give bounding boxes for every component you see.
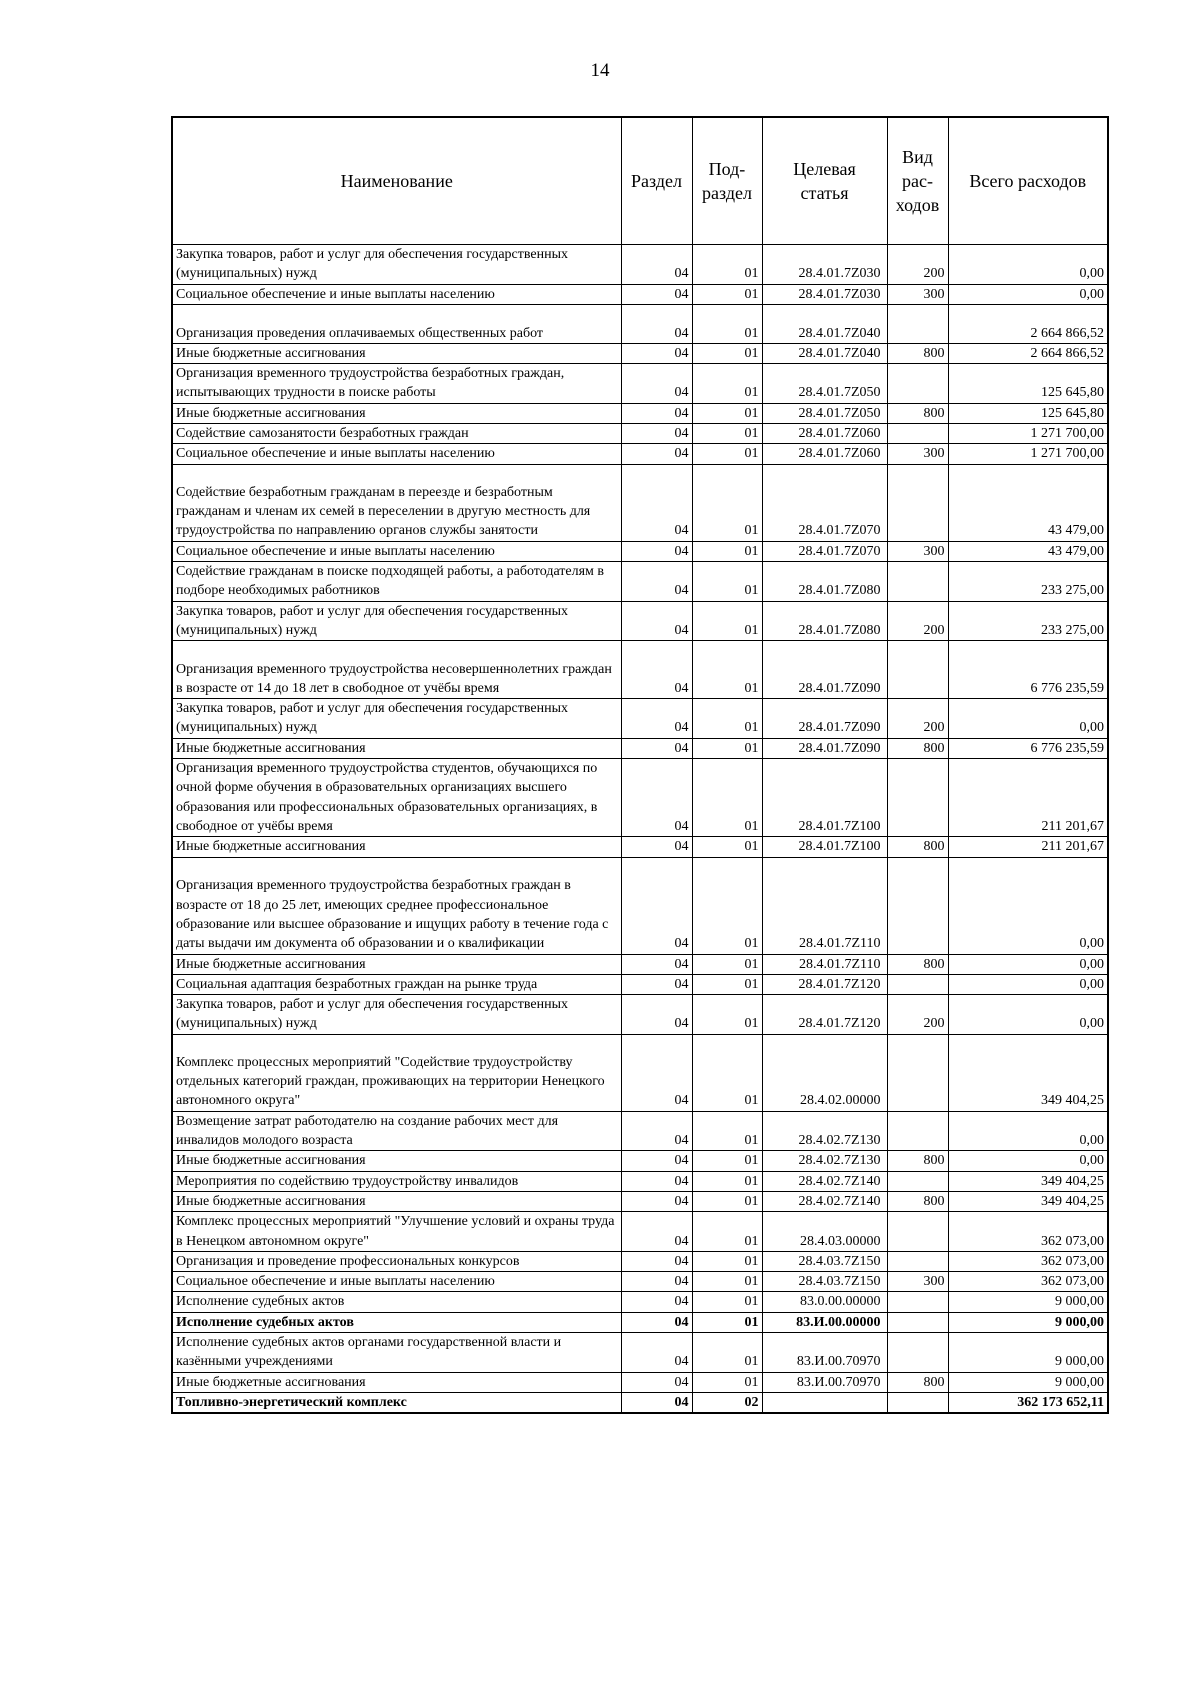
cell-expense-type: 800 (887, 837, 948, 857)
cell-subsection: 01 (692, 561, 762, 601)
table-row (172, 541, 1108, 561)
cell-total: 0,00 (948, 1151, 1108, 1171)
cell-expense-type: 800 (887, 954, 948, 974)
header-total-expenses: Всего расходов (948, 117, 1108, 245)
table-row (172, 699, 1108, 739)
cell-target-article: 28.4.01.7Z100 (762, 759, 887, 837)
cell-total: 125 645,80 (948, 364, 1108, 404)
header-name: Наименование (172, 117, 621, 245)
table-row (172, 641, 1108, 699)
cell-subsection: 01 (692, 541, 762, 561)
table-row (172, 1272, 1108, 1292)
cell-name: Организация временного трудоустройства несовершеннолетних граждан в возрасте от 14 до 18 лет в свободное от учёбы время (172, 641, 621, 699)
cell-target-article: 83.И.00.70970 (762, 1372, 887, 1392)
cell-name: Иные бюджетные ассигнования (172, 1191, 621, 1211)
cell-expense-type (887, 759, 948, 837)
table-row (172, 284, 1108, 304)
cell-name: Содействие самозанятости безработных граждан (172, 424, 621, 444)
cell-name: Комплекс процессных мероприятий "Содействие трудоустройству отдельных категорий граждан, проживающих на территории Ненецкого автономного округа" (172, 1034, 621, 1111)
cell-section: 04 (621, 974, 692, 994)
cell-name: Организация проведения оплачиваемых общественных работ (172, 304, 621, 343)
cell-target-article: 83.0.00.00000 (762, 1292, 887, 1312)
cell-total: 6 776 235,59 (948, 738, 1108, 758)
cell-expense-type: 800 (887, 343, 948, 363)
page-number: 14 (590, 60, 610, 81)
cell-target-article: 28.4.02.7Z140 (762, 1191, 887, 1211)
cell-subsection: 01 (692, 699, 762, 739)
table-row (172, 1212, 1108, 1252)
cell-expense-type: 800 (887, 738, 948, 758)
cell-section: 04 (621, 857, 692, 954)
cell-total: 233 275,00 (948, 561, 1108, 601)
table-row (172, 1392, 1108, 1413)
cell-name: Социальное обеспечение и иные выплаты населению (172, 444, 621, 464)
cell-total: 0,00 (948, 954, 1108, 974)
cell-expense-type (887, 464, 948, 541)
cell-target-article: 28.4.01.7Z060 (762, 444, 887, 464)
cell-target-article: 28.4.02.7Z140 (762, 1171, 887, 1191)
cell-target-article: 28.4.01.7Z080 (762, 561, 887, 601)
cell-section: 04 (621, 837, 692, 857)
cell-section: 04 (621, 1151, 692, 1171)
cell-section: 04 (621, 699, 692, 739)
table-row (172, 1292, 1108, 1312)
cell-subsection: 01 (692, 759, 762, 837)
cell-subsection: 01 (692, 444, 762, 464)
cell-section: 04 (621, 541, 692, 561)
cell-section: 04 (621, 1312, 692, 1332)
cell-name: Иные бюджетные ассигнования (172, 403, 621, 423)
cell-subsection: 01 (692, 1332, 762, 1372)
cell-target-article: 83.И.00.70970 (762, 1332, 887, 1372)
table-row (172, 1312, 1108, 1332)
cell-target-article: 28.4.01.7Z100 (762, 837, 887, 857)
cell-total: 9 000,00 (948, 1292, 1108, 1312)
header-section: Раздел (621, 117, 692, 245)
cell-target-article: 28.4.01.7Z050 (762, 364, 887, 404)
cell-section: 04 (621, 1372, 692, 1392)
cell-name: Организация и проведение профессиональных конкурсов (172, 1251, 621, 1271)
cell-subsection: 01 (692, 1171, 762, 1191)
cell-expense-type (887, 1392, 948, 1413)
cell-subsection: 01 (692, 954, 762, 974)
table-row (172, 304, 1108, 343)
cell-name: Исполнение судебных актов (172, 1312, 621, 1332)
cell-total: 43 479,00 (948, 541, 1108, 561)
cell-subsection: 02 (692, 1392, 762, 1413)
cell-subsection: 01 (692, 1312, 762, 1332)
header-expense-type: Вид рас- ходов (887, 117, 948, 245)
cell-name: Исполнение судебных актов (172, 1292, 621, 1312)
cell-expense-type: 800 (887, 1372, 948, 1392)
cell-total: 0,00 (948, 699, 1108, 739)
cell-expense-type (887, 424, 948, 444)
cell-section: 04 (621, 444, 692, 464)
cell-target-article: 28.4.01.7Z090 (762, 699, 887, 739)
cell-section: 04 (621, 1251, 692, 1271)
table-row (172, 1332, 1108, 1372)
cell-subsection: 01 (692, 1191, 762, 1211)
cell-subsection: 01 (692, 464, 762, 541)
cell-section: 04 (621, 561, 692, 601)
table-row (172, 245, 1108, 285)
cell-expense-type: 300 (887, 444, 948, 464)
table-row (172, 561, 1108, 601)
cell-expense-type: 300 (887, 541, 948, 561)
cell-name: Иные бюджетные ассигнования (172, 1372, 621, 1392)
cell-subsection: 01 (692, 601, 762, 641)
table-row (172, 1251, 1108, 1271)
budget-table (171, 116, 1109, 1414)
cell-name: Иные бюджетные ассигнования (172, 1151, 621, 1171)
cell-total: 2 664 866,52 (948, 304, 1108, 343)
cell-expense-type: 200 (887, 995, 948, 1035)
cell-expense-type: 200 (887, 245, 948, 285)
cell-total: 9 000,00 (948, 1312, 1108, 1332)
cell-name: Комплекс процессных мероприятий "Улучшение условий и охраны труда в Ненецком автономном округе" (172, 1212, 621, 1252)
cell-target-article: 28.4.03.00000 (762, 1212, 887, 1252)
cell-total: 0,00 (948, 974, 1108, 994)
cell-target-article: 28.4.01.7Z080 (762, 601, 887, 641)
cell-total: 362 173 652,11 (948, 1392, 1108, 1413)
cell-section: 04 (621, 245, 692, 285)
cell-subsection: 01 (692, 974, 762, 994)
cell-subsection: 01 (692, 857, 762, 954)
cell-section: 04 (621, 304, 692, 343)
cell-name: Закупка товаров, работ и услуг для обеспечения государственных (муниципальных) нужд (172, 245, 621, 285)
cell-target-article: 28.4.01.7Z120 (762, 974, 887, 994)
cell-section: 04 (621, 343, 692, 363)
cell-expense-type (887, 1251, 948, 1271)
table-row (172, 738, 1108, 758)
cell-section: 04 (621, 1191, 692, 1211)
cell-section: 04 (621, 1392, 692, 1413)
cell-subsection: 01 (692, 304, 762, 343)
cell-target-article: 28.4.01.7Z040 (762, 343, 887, 363)
cell-name: Содействие гражданам в поиске подходящей работы, а работодателям в подборе необходимых работников (172, 561, 621, 601)
cell-section: 04 (621, 1212, 692, 1252)
cell-expense-type (887, 1212, 948, 1252)
cell-name: Топливно-энергетический комплекс (172, 1392, 621, 1413)
cell-name: Организация временного трудоустройства безработных граждан, испытывающих трудности в поиске работы (172, 364, 621, 404)
cell-subsection: 01 (692, 1251, 762, 1271)
cell-name: Социальное обеспечение и иные выплаты населению (172, 284, 621, 304)
cell-section: 04 (621, 424, 692, 444)
table-row (172, 954, 1108, 974)
cell-total: 349 404,25 (948, 1034, 1108, 1111)
cell-total: 6 776 235,59 (948, 641, 1108, 699)
cell-name: Содействие безработным гражданам в переезде и безработным гражданам и членам их семей в переселении в другую местность для трудоустройства по направлению органов службы занятости (172, 464, 621, 541)
cell-section: 04 (621, 464, 692, 541)
cell-total: 9 000,00 (948, 1332, 1108, 1372)
cell-target-article (762, 1392, 887, 1413)
cell-subsection: 01 (692, 1034, 762, 1111)
cell-section: 04 (621, 954, 692, 974)
table-row (172, 1151, 1108, 1171)
cell-name: Исполнение судебных актов органами государственной власти и казёнными учреждениями (172, 1332, 621, 1372)
table-row (172, 1191, 1108, 1211)
cell-expense-type: 200 (887, 601, 948, 641)
cell-expense-type (887, 561, 948, 601)
cell-name: Организация временного трудоустройства студентов, обучающихся по очной форме обучения в образовательных организациях высшего образования или профессиональных образовательных организациях, в свободное от учёбы время (172, 759, 621, 837)
cell-target-article: 28.4.01.7Z120 (762, 995, 887, 1035)
cell-target-article: 28.4.01.7Z070 (762, 464, 887, 541)
cell-expense-type (887, 641, 948, 699)
table-row (172, 1171, 1108, 1191)
table-body (172, 245, 1108, 1414)
cell-subsection: 01 (692, 641, 762, 699)
table-row (172, 974, 1108, 994)
cell-expense-type (887, 1292, 948, 1312)
cell-total: 43 479,00 (948, 464, 1108, 541)
cell-total: 9 000,00 (948, 1372, 1108, 1392)
table-row (172, 1034, 1108, 1111)
cell-total: 211 201,67 (948, 759, 1108, 837)
table-row (172, 601, 1108, 641)
cell-section: 04 (621, 995, 692, 1035)
cell-target-article: 28.4.01.7Z090 (762, 738, 887, 758)
table-row (172, 857, 1108, 954)
cell-target-article: 28.4.02.7Z130 (762, 1151, 887, 1171)
cell-expense-type (887, 1171, 948, 1191)
cell-total: 0,00 (948, 1111, 1108, 1151)
cell-subsection: 01 (692, 364, 762, 404)
cell-subsection: 01 (692, 245, 762, 285)
cell-target-article: 28.4.01.7Z110 (762, 857, 887, 954)
cell-subsection: 01 (692, 1151, 762, 1171)
cell-subsection: 01 (692, 738, 762, 758)
cell-subsection: 01 (692, 284, 762, 304)
cell-target-article: 28.4.02.00000 (762, 1034, 887, 1111)
cell-name: Мероприятия по содействию трудоустройству инвалидов (172, 1171, 621, 1191)
cell-expense-type (887, 1312, 948, 1332)
header-target-article: Целевая статья (762, 117, 887, 245)
table-row (172, 1372, 1108, 1392)
cell-subsection: 01 (692, 1111, 762, 1151)
cell-total: 1 271 700,00 (948, 424, 1108, 444)
cell-name: Иные бюджетные ассигнования (172, 954, 621, 974)
table-row (172, 403, 1108, 423)
cell-section: 04 (621, 738, 692, 758)
cell-expense-type (887, 1111, 948, 1151)
cell-expense-type: 800 (887, 1151, 948, 1171)
cell-name: Социальное обеспечение и иные выплаты населению (172, 1272, 621, 1292)
cell-target-article: 28.4.01.7Z070 (762, 541, 887, 561)
cell-total: 125 645,80 (948, 403, 1108, 423)
cell-total: 1 271 700,00 (948, 444, 1108, 464)
cell-section: 04 (621, 364, 692, 404)
cell-name: Социальная адаптация безработных граждан на рынке труда (172, 974, 621, 994)
cell-name: Закупка товаров, работ и услуг для обеспечения государственных (муниципальных) нужд (172, 699, 621, 739)
cell-target-article: 28.4.02.7Z130 (762, 1111, 887, 1151)
cell-section: 04 (621, 759, 692, 837)
cell-target-article: 28.4.01.7Z050 (762, 403, 887, 423)
cell-subsection: 01 (692, 1212, 762, 1252)
cell-subsection: 01 (692, 403, 762, 423)
cell-total: 0,00 (948, 284, 1108, 304)
cell-target-article: 28.4.01.7Z040 (762, 304, 887, 343)
cell-subsection: 01 (692, 343, 762, 363)
cell-subsection: 01 (692, 995, 762, 1035)
table-header-row (172, 117, 1108, 245)
cell-expense-type: 300 (887, 1272, 948, 1292)
cell-total: 0,00 (948, 245, 1108, 285)
cell-name: Социальное обеспечение и иные выплаты населению (172, 541, 621, 561)
cell-total: 362 073,00 (948, 1212, 1108, 1252)
cell-subsection: 01 (692, 1292, 762, 1312)
cell-total: 2 664 866,52 (948, 343, 1108, 363)
table-row (172, 343, 1108, 363)
cell-subsection: 01 (692, 424, 762, 444)
cell-section: 04 (621, 1034, 692, 1111)
cell-target-article: 28.4.01.7Z060 (762, 424, 887, 444)
cell-total: 349 404,25 (948, 1171, 1108, 1191)
cell-section: 04 (621, 403, 692, 423)
cell-name: Закупка товаров, работ и услуг для обеспечения государственных (муниципальных) нужд (172, 601, 621, 641)
cell-total: 233 275,00 (948, 601, 1108, 641)
table-row (172, 464, 1108, 541)
cell-total: 349 404,25 (948, 1191, 1108, 1211)
table-row (172, 759, 1108, 837)
cell-target-article: 28.4.01.7Z090 (762, 641, 887, 699)
cell-target-article: 83.И.00.00000 (762, 1312, 887, 1332)
cell-name: Возмещение затрат работодателю на создание рабочих мест для инвалидов молодого возраста (172, 1111, 621, 1151)
cell-section: 04 (621, 1332, 692, 1372)
table-row (172, 1111, 1108, 1151)
cell-total: 362 073,00 (948, 1251, 1108, 1271)
cell-total: 0,00 (948, 857, 1108, 954)
cell-total: 0,00 (948, 995, 1108, 1035)
cell-target-article: 28.4.01.7Z110 (762, 954, 887, 974)
cell-name: Иные бюджетные ассигнования (172, 738, 621, 758)
cell-section: 04 (621, 601, 692, 641)
cell-target-article: 28.4.01.7Z030 (762, 284, 887, 304)
cell-name: Организация временного трудоустройства безработных граждан в возрасте от 18 до 25 лет, имеющих среднее профессиональное образование или высшее образование и ищущих работу в течение года с даты выдачи им документа об образовании и о квалификации (172, 857, 621, 954)
table-row (172, 837, 1108, 857)
cell-target-article: 28.4.03.7Z150 (762, 1272, 887, 1292)
cell-subsection: 01 (692, 1272, 762, 1292)
cell-section: 04 (621, 1272, 692, 1292)
table-row (172, 364, 1108, 404)
cell-section: 04 (621, 641, 692, 699)
cell-section: 04 (621, 1171, 692, 1191)
table-row (172, 444, 1108, 464)
cell-expense-type: 800 (887, 403, 948, 423)
header-subsection: Под- раздел (692, 117, 762, 245)
cell-expense-type: 800 (887, 1191, 948, 1211)
cell-section: 04 (621, 1292, 692, 1312)
cell-subsection: 01 (692, 837, 762, 857)
cell-total: 211 201,67 (948, 837, 1108, 857)
cell-section: 04 (621, 284, 692, 304)
cell-expense-type: 200 (887, 699, 948, 739)
cell-expense-type (887, 974, 948, 994)
cell-name: Иные бюджетные ассигнования (172, 837, 621, 857)
cell-expense-type (887, 364, 948, 404)
cell-total: 362 073,00 (948, 1272, 1108, 1292)
cell-expense-type: 300 (887, 284, 948, 304)
cell-section: 04 (621, 1111, 692, 1151)
cell-target-article: 28.4.01.7Z030 (762, 245, 887, 285)
cell-subsection: 01 (692, 1372, 762, 1392)
table-row (172, 424, 1108, 444)
cell-expense-type (887, 304, 948, 343)
cell-target-article: 28.4.03.7Z150 (762, 1251, 887, 1271)
cell-expense-type (887, 1332, 948, 1372)
cell-name: Иные бюджетные ассигнования (172, 343, 621, 363)
cell-expense-type (887, 1034, 948, 1111)
table-row (172, 995, 1108, 1035)
cell-expense-type (887, 857, 948, 954)
cell-name: Закупка товаров, работ и услуг для обеспечения государственных (муниципальных) нужд (172, 995, 621, 1035)
